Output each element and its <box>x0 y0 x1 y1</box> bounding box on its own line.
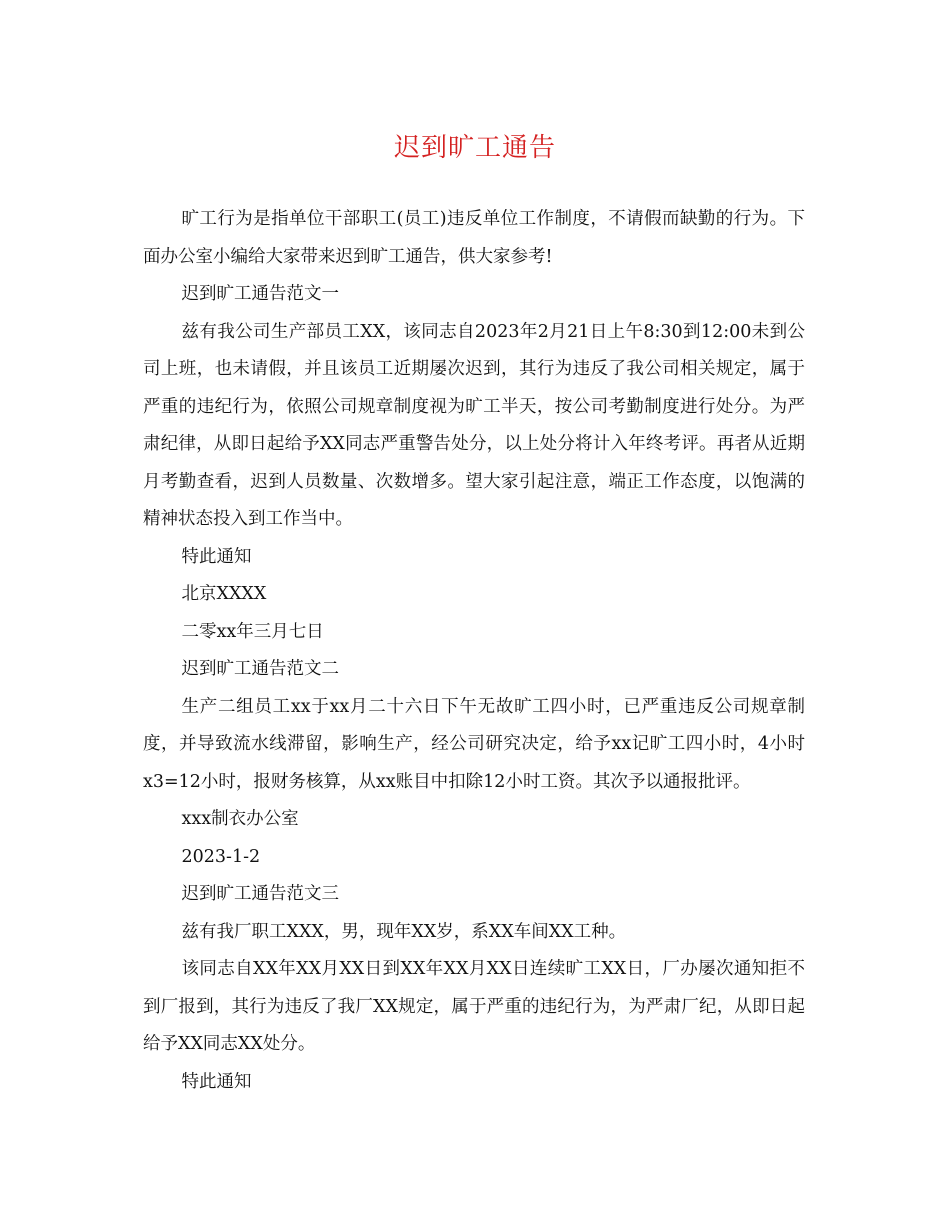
sample-1-body: 兹有我公司生产部员工XX，该同志自2023年2月21日上午8:30到12:00未到公司上班，也未请假，并且该员工近期屡次迟到，其行为违反了我公司相关规定，属于严重的违纪行为，依照公司规章制度视为旷工半天，按公司考勤制度进行处分。为严肃纪律，从即日起给予XX同志严重警告处分，以上处分将计入年终考评。再者从近期月考勤查看，迟到人员数量、次数增多。望大家引起注意，端正工作态度，以饱满的精神状态投入到工作当中。 <box>143 321 805 529</box>
sample-1-issuer: 北京XXXX <box>181 584 267 604</box>
sample-2-issuer: xxx制衣办公室 <box>181 809 299 829</box>
sample-3-body: 该同志自XX年XX月XX日到XX年XX月XX日连续旷工XX日，厂办屡次通知拒不到厂报到，其行为违反了我厂XX规定，属于严重的违纪行为，为严肃厂纪，从即日起给予XX同志XX处分。 <box>143 959 805 1054</box>
section-heading-3: 迟到旷工通告范文三 <box>181 884 339 904</box>
sample-3-intro: 兹有我厂职工XXX，男，现年XX岁，系XX车间XX工种。 <box>181 921 627 942</box>
intro-paragraph: 旷工行为是指单位干部职工(员工)违反单位工作制度，不请假而缺勤的行为。下面办公室小编给大家带来迟到旷工通告，供大家参考! <box>143 209 805 267</box>
document-body <box>143 201 805 1101</box>
document-title: 迟到旷工通告 <box>393 133 556 163</box>
sample-2-body: 生产二组员工xx于xx月二十六日下午无故旷工四小时，已严重违反公司规章制度，并导致流水线滞留，影响生产，经公司研究决定，给予xx记旷工四小时，4小时x3=12小时，报财务核算，从xx账目中扣除12小时工资。其次予以通报批评。 <box>143 696 805 792</box>
sample-1-closing: 特此通知 <box>181 546 252 567</box>
sample-1-date: 二零xx年三月七日 <box>181 621 324 642</box>
section-heading-1: 迟到旷工通告范文一 <box>181 284 339 304</box>
sample-3-closing: 特此通知 <box>181 1071 252 1092</box>
sample-2-date: 2023-1-2 <box>181 846 261 867</box>
section-heading-2: 迟到旷工通告范文二 <box>181 659 339 679</box>
